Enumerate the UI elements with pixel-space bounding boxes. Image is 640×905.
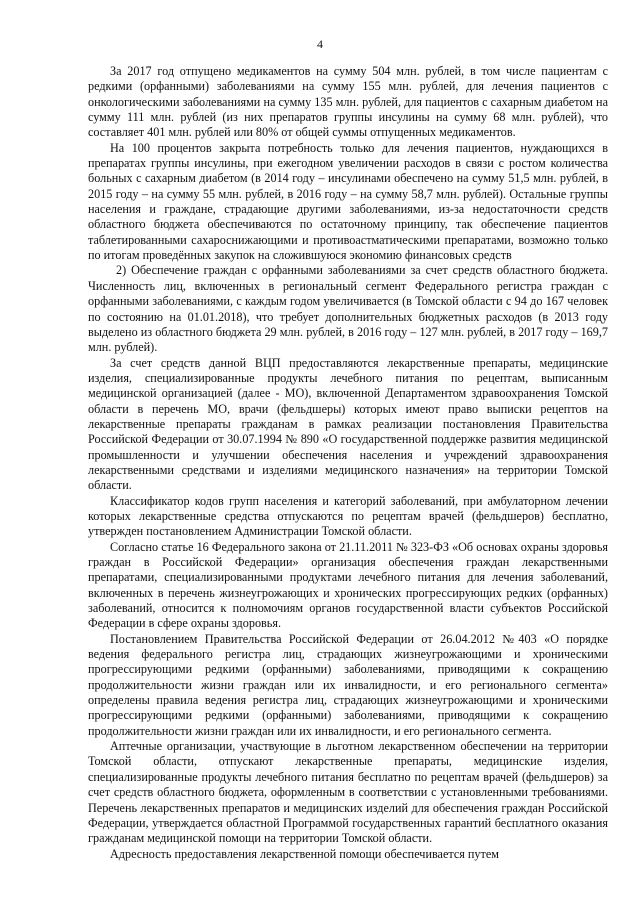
paragraph-vcp-funding: За счет средств данной ВЦП предоставляются лекарственные препараты, медицинские изделия, специализированные продукты лечебного питания по рецептам, выписанным медицинской организацией (далее - МО), включенной Департаментом здравоохранения Томской области в перечень МО, врачи (фельдшеры) которых имеют право выписки рецептов на лекарственные препараты гражданам в рамках реализации постановления Правительства Российской Федерации от 30.07.1994 № 890 «О государственной поддержке развития медицинской промышленности и улучшении обеспечения населения и учреждений здравоохранения лекарственными средствами и изделиями медицинского назначения» на территории Томской области. [88,355,608,493]
document-body [88,64,608,862]
paragraph-targeting: Адресность предоставления лекарственной помощи обеспечивается путем [110,846,499,861]
paragraph-insulin-coverage: На 100 процентов закрыта потребность только для лечения пациентов, нуждающихся в препаратах группы инсулины, при ежегодном увеличении расходов в связи с ростом количества больных с сахарным диабетом (в 2014 году – инсулинами обеспечено на сумму 51,5 млн. рублей, в 2015 году – на сумму 55 млн. рублей, в 2016 году – на сумму 58,7 млн. рублей). Остальные группы населения и граждане, страдающие другими заболеваниями, из-за недостаточности средств областного бюджета обеспечиваются по остаточному принципу, так обеспечение пациентов таблетированными сахароснижающими и противоастматическими препаратами, возможно только по итогам проведённых закупок на сложившуюся экономию финансовых средств [88,140,608,263]
paragraph-resolution-403: Постановлением Правительства Российской Федерации от 26.04.2012 №403 «О порядке ведения федерального регистра лиц, страдающих жизнеугрожающими и хроническими прогрессирующими редкими (орфанными) заболеваниями, приводящими к сокращению продолжительности жизни граждан или их инвалидности, и его регионального сегмента» определены правила ведения регистра лиц, страдающих жизнеугрожающими и хроническими прогрессирующими редкими (орфанными) заболеваниями, приводящими к сокращению продолжительности жизни граждан или их инвалидности, и его регионального сегмента. [88,631,608,738]
paragraph-medication-2017: За 2017 год отпущено медикаментов на сумму 504 млн. рублей, в том числе пациентам с редкими (орфанными) заболеваниями на сумму 155 млн. рублей, для лечения пациентов с онкологическими заболеваниями на сумму 135 млн. рублей, для пациентов с сахарным диабетом на сумму 111 млн. рублей (из них препаратов группы инсулины на сумму 68 млн. рублей), что составляет 401 млн. рублей или 80% от общей суммы отпущенных медикаментов. [88,64,608,140]
paragraph-pharmacies: Аптечные организации, участвующие в льготном лекарственном обеспечении на территории Томской области, отпускают лекарственные препараты, медицинские изделия, специализированные продукты лечебного питания бесплатно по рецептам врачей (фельдшеров) за счет средств областного бюджета, оформленным в соответствии с установленными требованиями. Перечень лекарственных препаратов и медицинских изделий для обеспечения граждан Российской Федерации, утверждается областной Программой государственных гарантий бесплатного оказания гражданам медицинской помощи на территории Томской области. [88,739,608,846]
paragraph-article-16: Согласно статье 16 Федерального закона от 21.11.2011 № 323-ФЗ «Об основах охраны здоровья граждан в Российской Федерации» организация обеспечения граждан лекарственными препаратами, специализированными продуктами лечебного питания для лечения заболеваний, включенных в перечень жизнеугрожающих и хронических прогрессирующих редких (орфанных) заболеваний, относится к полномочиям органов государственной власти субъектов Российской Федерации в сфере охраны здоровья. [88,539,608,631]
page-number: 4 [317,37,323,51]
paragraph-orphan-diseases: 2) Обеспечение граждан с орфанными заболеваниями за счет средств областного бюджета. Численность лиц, включенных в региональный сегмент Федерального регистра граждан с орфанными заболеваниями, с каждым годом увеличивается (в Томской области с 94 до 167 человек по состоянию на 01.01.2018), что требует дополнительных бюджетных расходов (в 2013 году выделено из областного бюджета 29 млн. рублей, в 2016 году – 127 млн. рублей, в 2017 году – 169,7 млн. рублей). [88,263,608,355]
paragraph-classifier: Классификатор кодов групп населения и категорий заболеваний, при амбулаторном лечении которых лекарственные средства отпускаются по рецептам врачей (фельдшеров) бесплатно, утвержден постановлением Администрации Томской области. [88,493,608,539]
